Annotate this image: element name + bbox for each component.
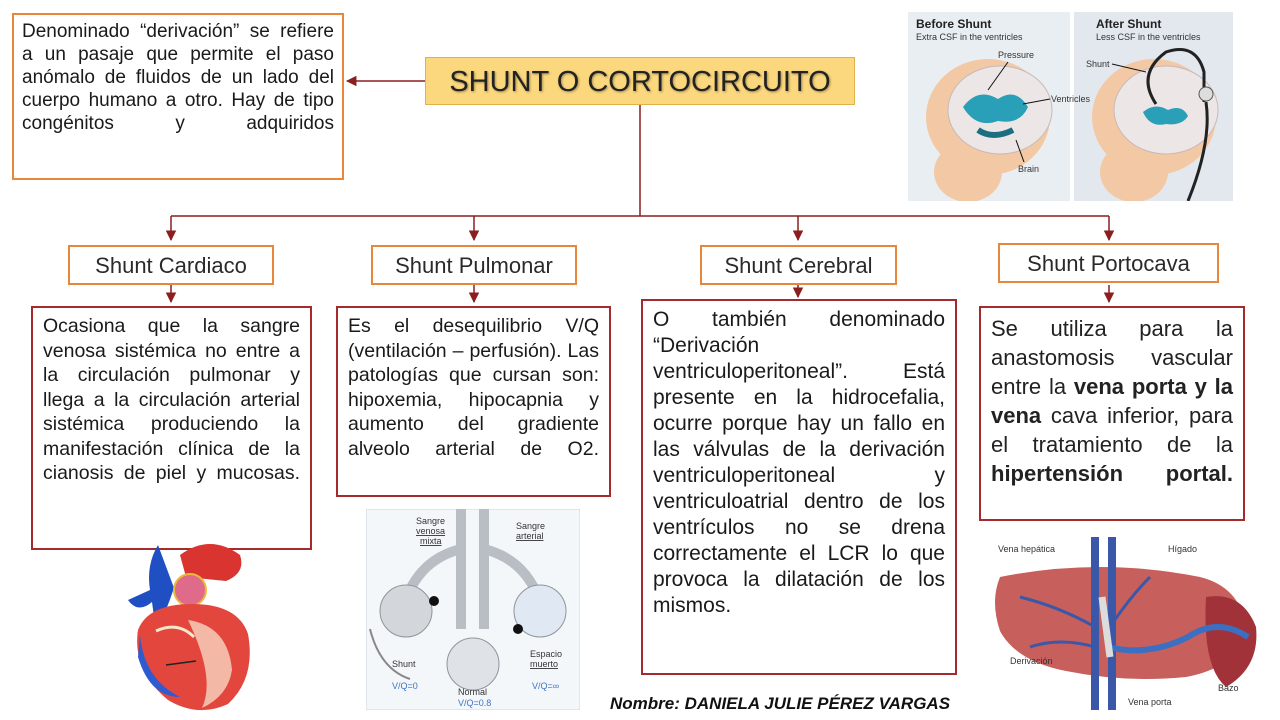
after-shunt-subtitle: Less CSF in the ventricles bbox=[1096, 32, 1201, 42]
description-pulmonar-text: Es el desequilibrio V/Q (ventilación – perfusión). Las patologías que cursan son: hipoxemia, hipocapnia y aumento del gradiente alveolo arterial de O2. bbox=[348, 315, 599, 460]
venous-line-2: venosa bbox=[416, 526, 446, 536]
description-portocava bbox=[979, 306, 1245, 521]
dead-space-line-1: Espacio bbox=[530, 649, 563, 659]
shunt-lung-label: Shunt bbox=[392, 659, 416, 669]
description-cardiaco-text: Ocasiona que la sangre venosa sistémica no entre a la circulación pulmonar y llega a la circulación arterial sistémica produciendo la manifestación clínica de la cianosis de piel y mucosas. bbox=[43, 315, 300, 484]
vq-infinite-label: V/Q=∞ bbox=[532, 681, 560, 691]
vq-normal-label: V/Q=0.8 bbox=[458, 698, 492, 708]
venous-line-1: Sangre bbox=[416, 516, 446, 526]
heart-figure bbox=[118, 535, 266, 713]
portocava-text-1: Se utiliza para la anastomosis vascular entre la bbox=[991, 316, 1233, 399]
lung-vq-illustration bbox=[366, 509, 580, 710]
liver-figure bbox=[990, 537, 1268, 710]
description-cerebral-text: O también denominado “Derivación ventriculoperitoneal”. Está presente en la hidrocefalia, ocurre porque hay un fallo en las válvulas de la derivación ventriculoperitoneal y ventriculoatrial dentro de los ventrículos no se drena correctamente el LCR lo que provoca la dilatación de los mismos. bbox=[653, 308, 945, 617]
definition-box bbox=[12, 13, 344, 180]
description-pulmonar bbox=[336, 306, 611, 497]
after-shunt-title: After Shunt bbox=[1096, 17, 1162, 31]
author-name: Nombre: DANIELA JULIE PÉREZ VARGAS bbox=[610, 694, 951, 713]
brain-label: Brain bbox=[1018, 164, 1040, 174]
ventricles-label: Ventricles bbox=[1051, 94, 1091, 104]
brain-shunt-illustration bbox=[908, 12, 1233, 201]
shunt-label: Shunt bbox=[1086, 59, 1110, 69]
category-cerebral: Shunt Cerebral bbox=[700, 245, 897, 285]
portocava-text-2: cava inferior, para el tratamiento de la bbox=[991, 403, 1233, 457]
derivation-label: Derivación bbox=[1010, 656, 1053, 666]
arterial-line-2: arterial bbox=[516, 531, 544, 541]
spleen-label: Bazo bbox=[1218, 683, 1239, 693]
brain-shunt-figure bbox=[908, 12, 1233, 201]
category-cardiaco: Shunt Cardiaco bbox=[68, 245, 274, 285]
liver-label: Hígado bbox=[1168, 544, 1198, 554]
portocava-text-bold-1: vena porta y la vena bbox=[991, 374, 1233, 428]
category-portocava: Shunt Portocava bbox=[998, 243, 1219, 283]
normal-label: Normal bbox=[458, 687, 488, 697]
vq-zero-label: V/Q=0 bbox=[392, 681, 418, 691]
heart-illustration bbox=[118, 535, 266, 713]
definition-text: Denominado “derivación” se refiere a un pasaje que permite el paso anómalo de fluidos de un lado del cuerpo humano a otro. Hay de tipo congénitos y adquiridos bbox=[22, 21, 334, 134]
description-cerebral bbox=[641, 299, 957, 675]
pressure-label: Pressure bbox=[998, 50, 1035, 60]
venous-line-3: mixta bbox=[420, 536, 442, 546]
description-cardiaco bbox=[31, 306, 312, 550]
before-shunt-title: Before Shunt bbox=[916, 17, 992, 31]
portal-vein-label: Vena porta bbox=[1128, 697, 1172, 707]
main-title: SHUNT O CORTOCIRCUITO bbox=[425, 57, 855, 105]
lung-vq-figure bbox=[366, 509, 580, 710]
before-shunt-subtitle: Extra CSF in the ventricles bbox=[916, 32, 1023, 42]
arterial-line-1: Sangre bbox=[516, 521, 546, 531]
portocava-text-bold-2: hipertensión portal. bbox=[991, 461, 1233, 486]
dead-space-line-2: muerto bbox=[530, 659, 559, 669]
liver-illustration bbox=[990, 537, 1268, 710]
hepatic-vein-label: Vena hepática bbox=[998, 544, 1056, 554]
category-pulmonar: Shunt Pulmonar bbox=[371, 245, 577, 285]
